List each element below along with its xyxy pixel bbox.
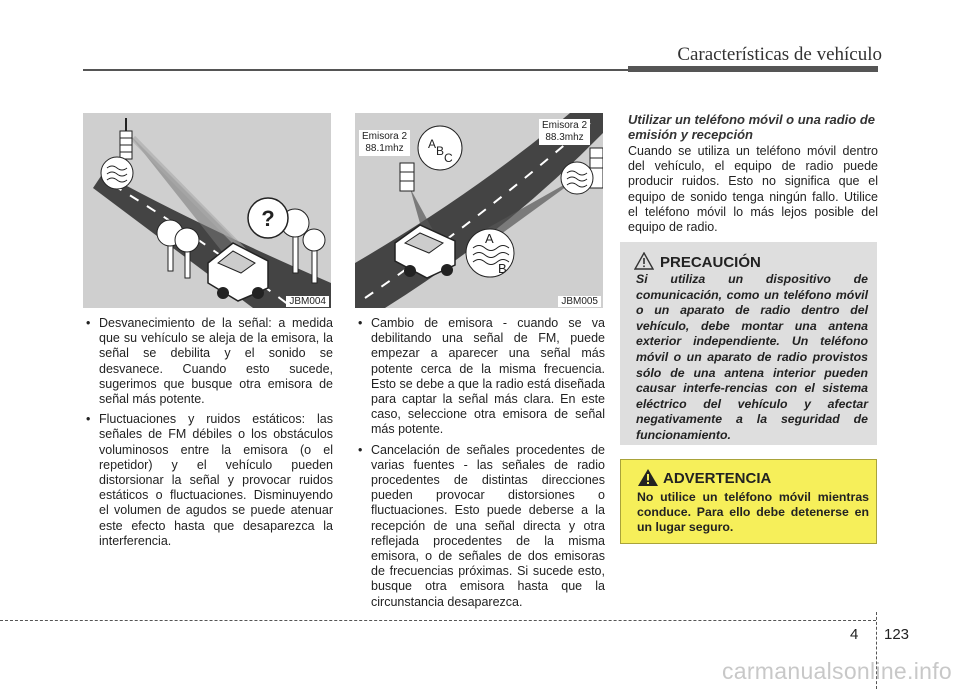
section-heading: Utilizar un teléfono móvil o una radio de emisión y recepción: [628, 112, 876, 142]
station-left-name: Emisora 2: [362, 131, 408, 142]
figure-signal-fade-illustration: [83, 113, 331, 308]
letter-a: A: [428, 137, 437, 151]
page-number: 123: [884, 626, 910, 643]
letter-b: B: [436, 144, 445, 158]
watermark: carmanualsonline.info: [721, 658, 952, 684]
caution-title: PRECAUCIÓN: [660, 254, 761, 271]
radio-tower-left-icon: [400, 163, 414, 191]
header-rule-accent: [628, 66, 878, 72]
col1-bullet-list: [83, 316, 333, 554]
list-item: • Cambio de emisora - cuando se va debilitando una señal de FM, puede empezar a aparecer una señal más potente cerca de la misma frecuencia. Esto se debe a que la radio está diseñada para captar la señal más clara. En este caso, seleccione otra emisora de señal más potente.: [355, 316, 605, 438]
station-label-right: [539, 119, 590, 145]
letter-b-2: B: [498, 261, 507, 276]
station-label-left: [359, 130, 410, 156]
caution-box: [620, 242, 877, 445]
sound-wave-icon: [101, 157, 133, 189]
caution-text: Si utiliza un dispositivo de comunicación, como un teléfono móvil o un aparato de radio dentro del vehículo, debe montar una antena exterior independiente. Un teléfono móvil o un aparato de radio provistos sólo de una antena interior pueden causar interfe-rencias con el sistema eléctrico del vehículo y afectar negativamente a la seguridad de funcionamiento.: [636, 272, 868, 442]
warning-triangle-icon: [637, 468, 659, 487]
list-item: • Desvanecimiento de la señal: a medida que su vehículo se aleja de la emisora, la señal se debilita y el sonido se desvanece. Cuando esto sucede, sugerimos que busque otra emisora de señal más potente.: [83, 316, 333, 407]
warning-text: No utilice un teléfono móvil mientras conduce. Para ello debe detenerse en un lugar seguro.: [637, 490, 869, 534]
figure-signal-fade: [83, 113, 331, 308]
letter-c: C: [444, 151, 453, 165]
figure-code: JBM005: [558, 296, 601, 307]
footer-rule: [0, 620, 876, 621]
list-item: • Fluctuaciones y ruidos estáticos: las señales de FM débiles o los obstáculos voluminosos entre la emisora (o el repetidor) y el vehículo pueden distorsionar la señal y provocar ruidos estáticos o fluctuaciones. Disminuyendo el volumen de agudos se puede atenuar este efecto hasta que desaparezca la interferencia.: [83, 412, 333, 549]
station-right-name: Emisora 2: [542, 120, 588, 131]
figure-code: JBM004: [286, 296, 329, 307]
station-left-freq: 88.1mhz: [365, 143, 404, 154]
col2-bullet-list: [355, 316, 605, 615]
sound-wave-icon: [561, 162, 593, 194]
chapter-number: 4: [850, 626, 859, 643]
question-mark: ?: [261, 206, 275, 231]
list-item: • Cancelación de señales procedentes de varias fuentes - las señales de radio procedentes de distintas direcciones pueden provocar distorsiones o fluctuaciones. Esto puede deberse a la recepción de una señal directa y otra reflejada procedentes de la misma emisora, o de señales de dos emisoras de frecuencias próximas. Si sucede esto, busque otra emisora hasta que la circunstancia desaparezca.: [355, 443, 605, 610]
warning-title: ADVERTENCIA: [663, 470, 772, 487]
caution-triangle-icon: [634, 252, 654, 270]
letter-a-2: A: [485, 231, 494, 246]
section-title: Características de vehículo: [677, 44, 882, 65]
station-right-freq: 88.3mhz: [545, 132, 584, 143]
body-paragraph: Cuando se utiliza un teléfono móvil dentro del vehículo, el equipo de radio puede producir ruidos. Esto no significa que el equipo de sonido tenga ningún fallo. Utilice el teléfono móvil lo más lejos posible del equipo de radio.: [628, 144, 878, 235]
figure-station-change: [355, 113, 603, 308]
warning-box: [620, 459, 877, 544]
